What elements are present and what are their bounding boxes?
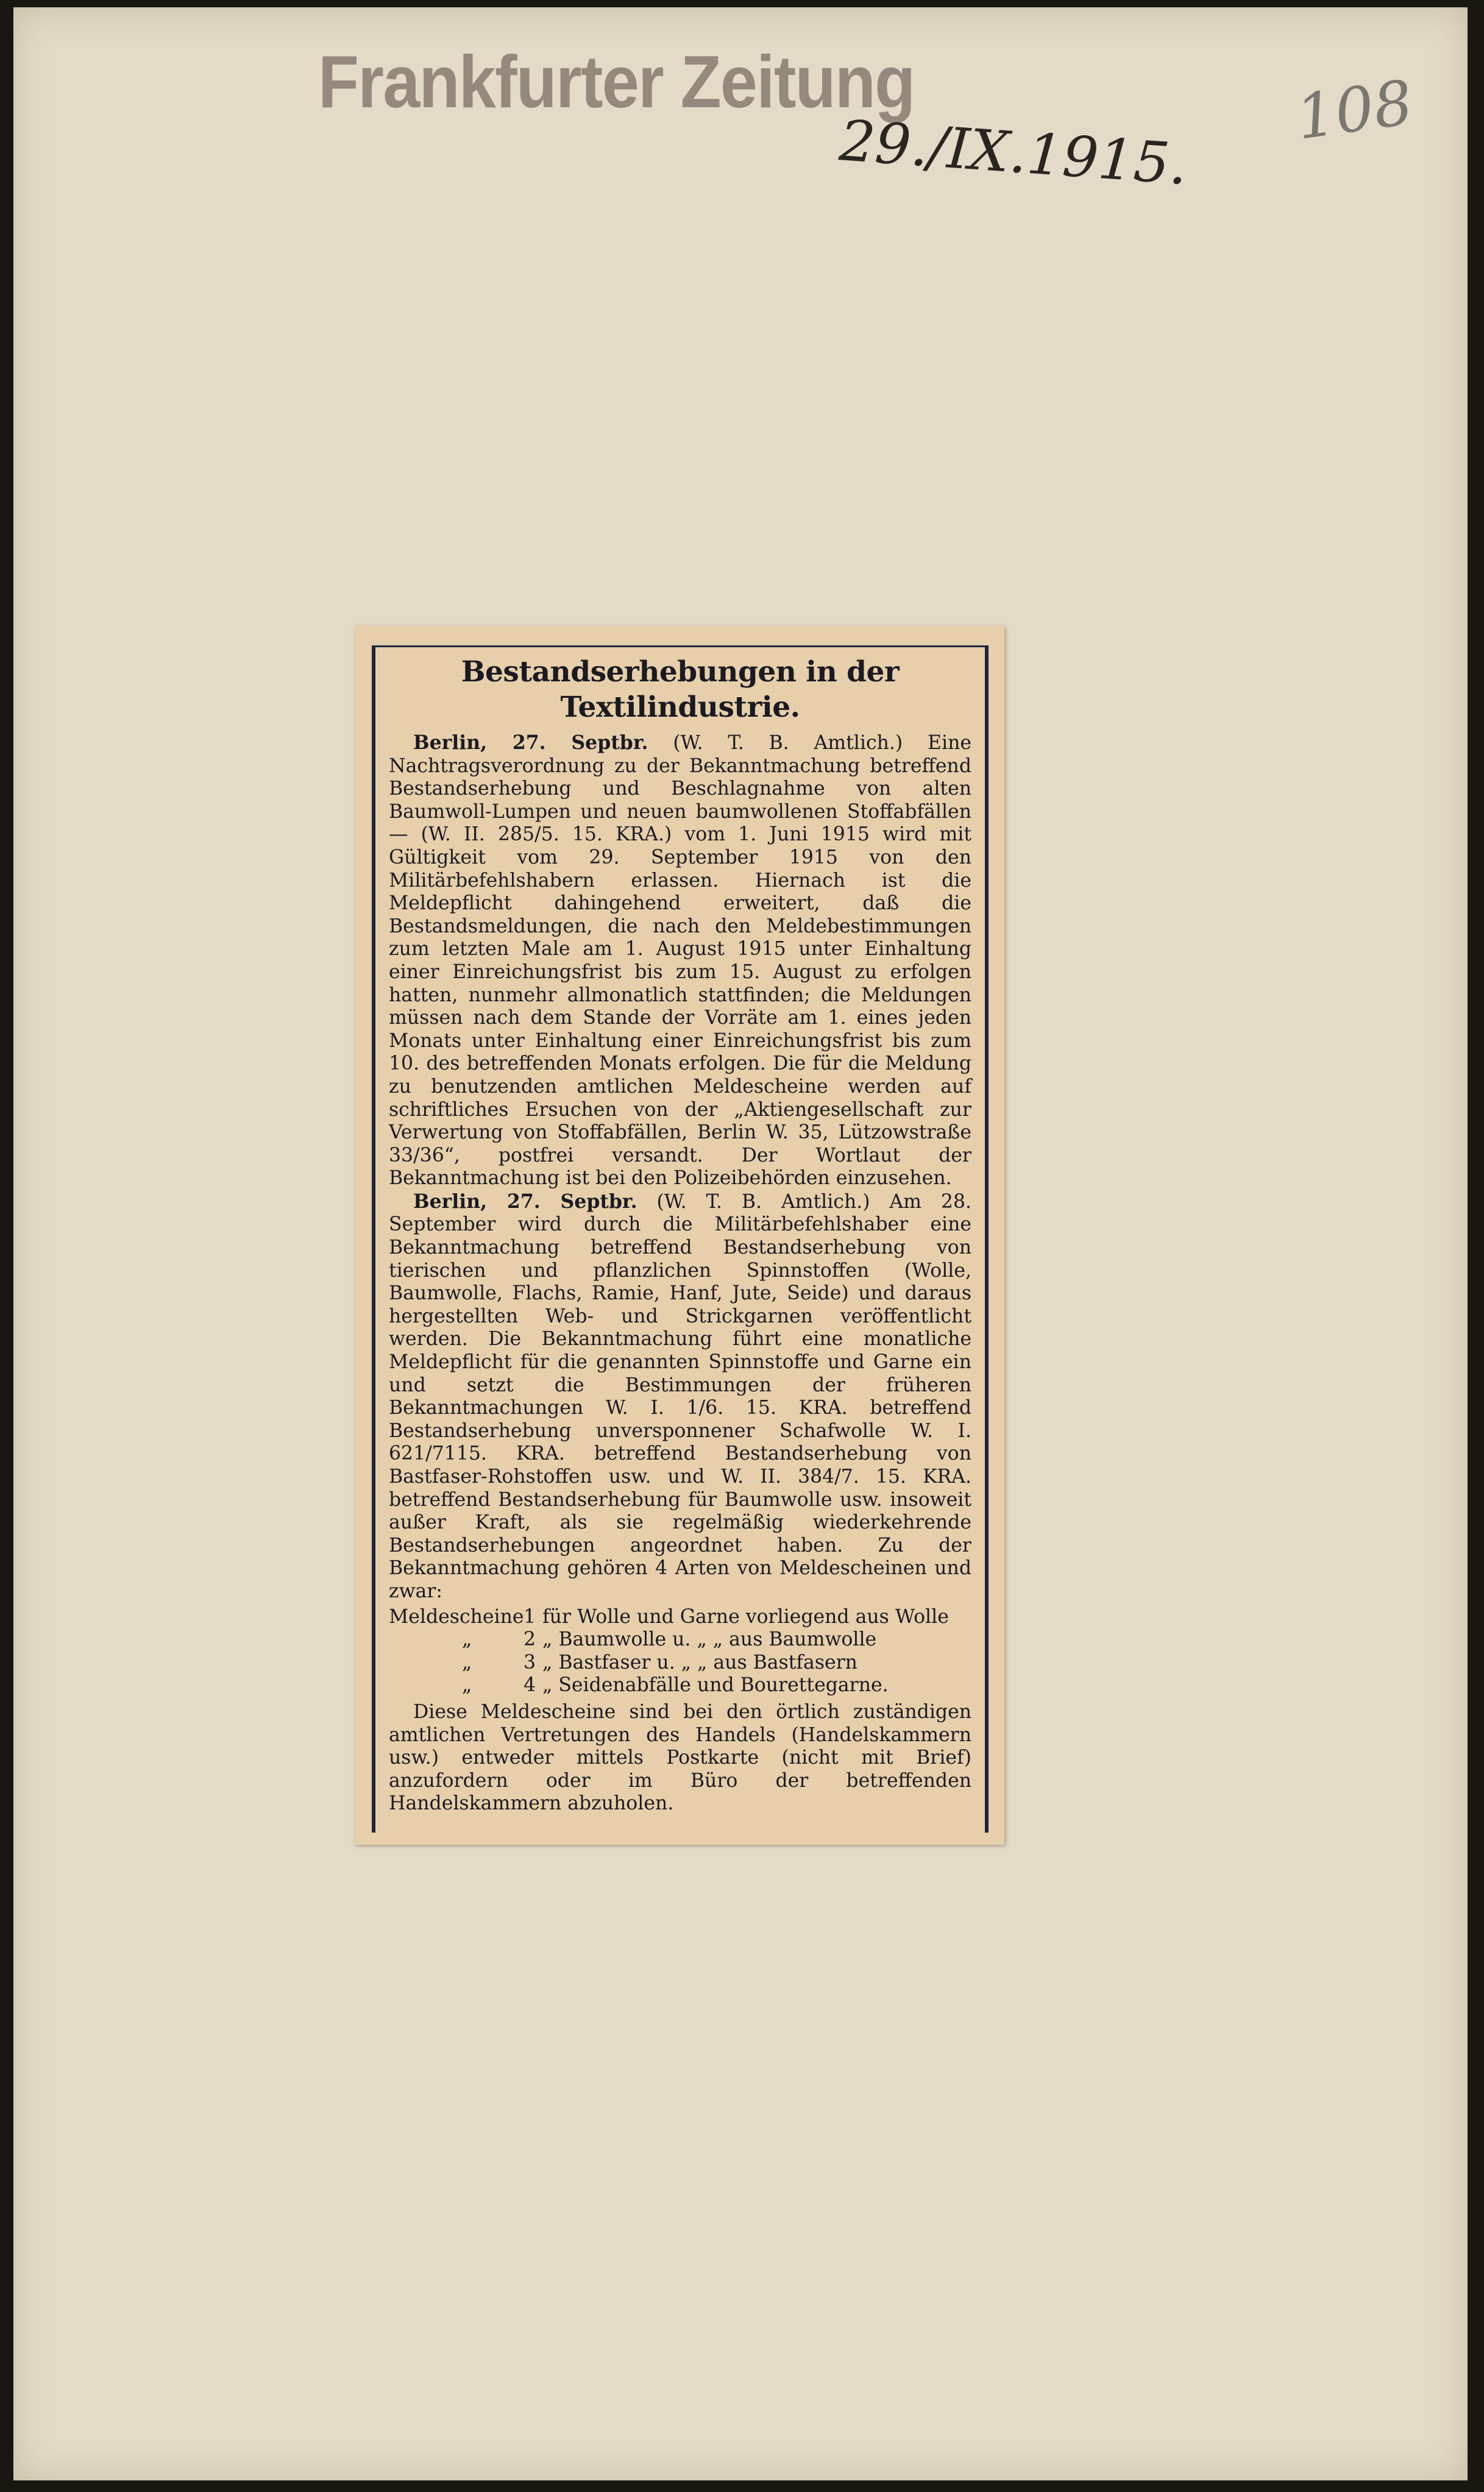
- form-lead: Meldescheine: [389, 1605, 524, 1628]
- newspaper-stamp: Frankfurter Zeitung: [318, 40, 915, 123]
- form-text: „ Baumwolle u. „ „ aus Baumwolle: [542, 1628, 877, 1651]
- form-number: 4: [523, 1674, 536, 1697]
- form-lead: „: [462, 1651, 472, 1674]
- article: [372, 645, 989, 1833]
- form-row: [389, 1606, 971, 1629]
- newspaper-clipping: [355, 626, 1004, 1845]
- form-text: für Wolle und Garne vorliegend aus Wolle: [542, 1605, 949, 1628]
- form-number: 2: [523, 1628, 536, 1651]
- form-list: [389, 1606, 971, 1697]
- article-paragraph-3: Diese Meldescheine sind bei den örtlich zuständigen amtlichen Vertretungen des Handels (Handelskammern usw.) entweder mittels Postkarte (nicht mit Brief) anzufordern oder im Büro der betreffenden Handelskammern abzuholen.: [389, 1700, 971, 1815]
- form-lead: „: [462, 1628, 472, 1651]
- form-lead: „: [462, 1674, 472, 1697]
- form-text: „ Bastfaser u. „ „ aus Bastfasern: [542, 1651, 857, 1674]
- article-paragraph-1: [389, 731, 971, 1190]
- form-row: [389, 1674, 971, 1697]
- form-row: [389, 1628, 971, 1652]
- article-headline: Bestandserhebungen in der Textilindustrie.: [461, 655, 900, 724]
- paragraph-1-text: (W. T. B. Amtlich.) Eine Nachtragsverordnung zu der Bekanntmachung betreffend Bestandserhebung und Beschlagnahme von alten Baumwoll-Lumpen und neuen baumwollenen Stoffabfällen — (W. II. 285/5. 15. KRA.) vom 1. Juni 1915 wird mit Gültigkeit vom 29. September 1915 von den Militärbefehlshabern erlassen. Hiernach ist die Meldepflicht dahingehend erweitert, daß die Bestandsmeldungen, die nach den Meldebestimmungen zum letzten Male am 1. August 1915 unter Einhaltung einer Einreichungsfrist bis zum 15. August zu erfolgen hatten, nunmehr allmonatlich stattfinden; die Meldungen müssen nach dem Stande der Vorräte am 1. eines jeden Monats unter Einhaltung einer Einreichungsfrist bis zum 10. des betreffenden Monats erfolgen. Die für die Meldung zu benutzenden amtlichen Meldescheine werden auf schriftliches Ersuchen von der „Aktiengesellschaft zur Verwertung von Stoffabfällen, Berlin W. 35, Lützowstraße 33/36“, postfrei versandt. Der Wortlaut der Bekanntmachung ist bei den Polizeibehörden einzusehen.: [389, 732, 971, 1190]
- article-paragraph-2: [389, 1190, 971, 1603]
- form-number: 3: [523, 1651, 536, 1674]
- form-row: [389, 1652, 971, 1675]
- folio-number: 108: [1291, 66, 1418, 154]
- handwritten-date: 29./IX.1915.: [837, 108, 1190, 197]
- form-number: 1: [523, 1605, 536, 1628]
- dateline-1: Berlin, 27. Septbr.: [413, 731, 648, 754]
- form-text: „ Seidenabfälle und Bourettegarne.: [542, 1674, 889, 1697]
- dateline-2: Berlin, 27. Septbr.: [413, 1190, 637, 1213]
- paragraph-2-text: (W. T. B. Amtlich.) Am 28. September wird durch die Militärbefehlshaber eine Bekanntmachung betreffend Bestandserhebung von tierischen und pflanzlichen Spinnstoffen (Wolle, Baumwolle, Flachs, Ramie, Hanf, Jute, Seide) und daraus hergestellten Web- und Strickgarnen veröffentlicht werden. Die Bekanntmachung führt eine monatliche Meldepflicht für die genannten Spinnstoffe und Garne ein und setzt die Bestimmungen der früheren Bekanntmachungen W. I. 1/6. 15. KRA. betreffend Bestandserhebung unversponnener Schafwolle W. I. 621/7115. KRA. betreffend Bestandserhebung von Bastfaser-Rohstoffen usw. und W. II. 384/7. 15. KRA. betreffend Bestandserhebung für Baumwolle usw. insoweit außer Kraft, als sie regelmäßig wiederkehrende Bestandserhebungen angeordnet haben. Zu der Bekanntmachung gehören 4 Arten von Meldescheinen und zwar:: [389, 1190, 972, 1602]
- archive-sheet: [13, 7, 1468, 2480]
